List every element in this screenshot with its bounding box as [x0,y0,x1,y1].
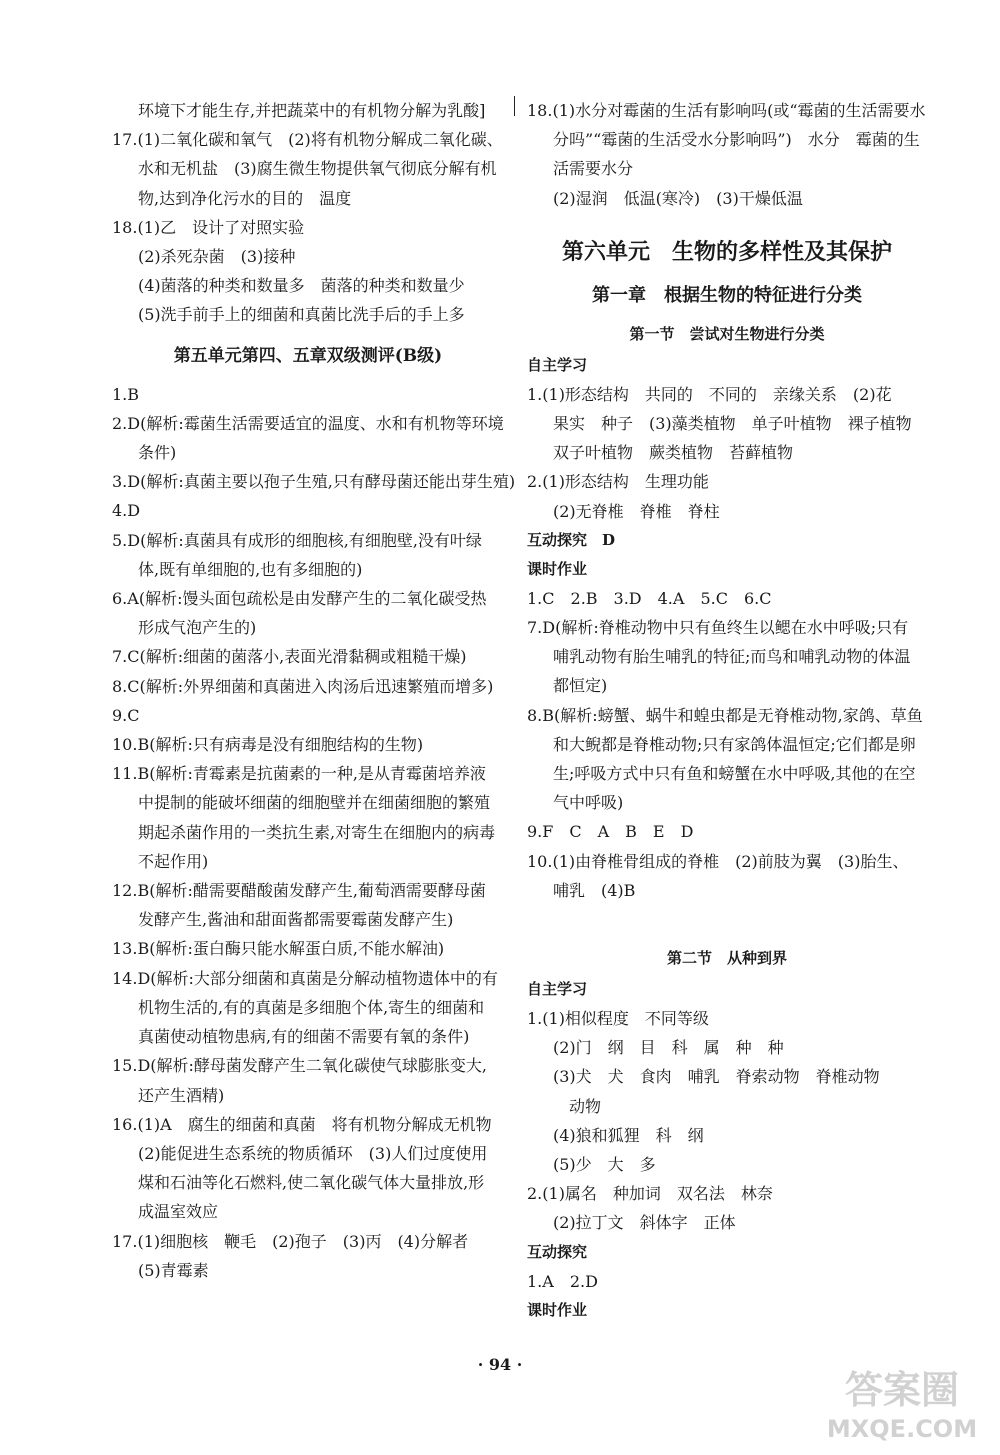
answer-line: 9.C [112,705,140,725]
answer-line: 16.(1)A 腐生的细菌和真菌 将有机物分解成无机物 [112,1114,492,1134]
answer-continuation: (3)犬 犬 食肉 哺乳 脊索动物 脊椎动物 [553,1067,880,1087]
answer-line: 8.C(解析:外界细菌和真菌进入肉汤后迅速繁殖而增多) [112,676,494,696]
answer-line: 2.(1)形态结构 生理功能 [527,472,709,492]
answer-line: 13.B(解析:蛋白酶只能水解蛋白质,不能水解油) [112,939,445,959]
answer-continuation: 和大鲵都是脊椎动物;只有家鸽体温恒定;它们都是卵 [553,734,916,754]
answer-continuation: (2)杀死杂菌 (3)接种 [138,247,296,267]
answer-line: 1.B [112,384,140,404]
answer-line: 10.B(解析:只有病毒是没有细胞结构的生物) [112,735,424,755]
answer-continuation: (2)湿润 低温(寒冷) (3)干燥低温 [553,188,803,208]
subsection-label: 互动探究 D [527,530,616,549]
answer-continuation: (2)能促进生态系统的物质循环 (3)人们过度使用 [138,1143,488,1163]
answer-line: 7.C(解析:细菌的菌落小,表面光滑黏稠或粗糙干燥) [112,647,467,667]
answer-line: 8.B(解析:螃蟹、蜗牛和蝗虫都是无脊椎动物,家鸽、草鱼 [527,705,923,725]
answer-continuation: 都恒定) [553,676,608,696]
section-heading: 第一节 尝试对生物进行分类 [629,324,825,343]
answer-line: 17.(1)细胞核 鞭毛 (2)孢子 (3)丙 (4)分解者 [112,1231,469,1251]
subsection-label: 自主学习 [527,355,588,374]
test-heading: 第五单元第四、五章双级测评(B级) [173,345,443,366]
answer-line: 1.(1)形态结构 共同的 不同的 亲缘关系 (2)花 [527,384,892,404]
answer-continuation: (5)洗手前手上的细菌和真菌比洗手后的手上多 [138,305,465,325]
answer-continuation: 形成气泡产生的) [138,618,257,638]
answer-continuation: (5)少 大 多 [553,1155,656,1175]
answer-line: 17.(1)二氧化碳和氧气 (2)将有机物分解成二氧化碳、 [112,130,503,150]
answer-line: 2.(1)属名 种加词 双名法 林奈 [527,1184,773,1204]
answer-continuation: 双子叶植物 蕨类植物 苔藓植物 [553,443,794,463]
answer-continuation: 机物生活的,有的真菌是多细胞个体,寄生的细菌和 [138,997,485,1017]
answer-line: 5.D(解析:真菌具有成形的细胞核,有细胞壁,没有叶绿 [112,530,482,550]
answer-continuation: 煤和石油等化石燃料,使二氧化碳气体大量排放,形 [138,1173,485,1193]
answer-line: 12.B(解析:醋需要醋酸菌发酵产生,葡萄酒需要酵母菌 [112,881,486,901]
unit-heading: 第六单元 生物的多样性及其保护 [561,238,892,265]
answer-continuation: 水和无机盐 (3)腐生微生物提供氧气彻底分解有机 [138,159,497,179]
answer-continuation: 活需要水分 [553,159,634,179]
answer-continuation: 成温室效应 [138,1202,219,1222]
answer-continuation: 哺乳 (4)B [553,880,636,900]
answer-continuation: 不起作用) [138,851,209,871]
answer-line: 7.D(解析:脊椎动物中只有鱼终生以鳃在水中呼吸;只有 [527,618,909,638]
answer-line: 10.(1)由脊椎骨组成的脊椎 (2)前肢为翼 (3)胎生、 [527,851,909,871]
answer-continuation: (4)菌落的种类和数量多 菌落的种类和数量少 [138,276,465,296]
answer-continuation: (5)青霉素 [138,1260,209,1280]
answer-line: 9.F C A B E D [527,822,694,842]
answer-line: 18.(1)水分对霉菌的生活有影响吗(或“霉菌的生活需要水 [527,101,926,120]
answer-line: 1.A 2.D [527,1271,598,1291]
subsection-label: 课时作业 [527,1300,588,1319]
watermark-logo [822,1359,982,1445]
left-column [112,96,516,1285]
answer-continuation: 分吗”“霉菌的生活受水分影响吗”) 水分 霉菌的生 [553,130,920,150]
answer-continuation: 哺乳动物有胎生哺乳的特征;而鸟和哺乳动物的体温 [553,647,911,667]
answer-continuation: (4)狼和狐狸 科 纲 [553,1125,704,1145]
answer-line: 14.D(解析:大部分细菌和真菌是分解动植物遗体中的有 [112,968,498,988]
page-number: · 94 · [477,1355,523,1374]
answer-line: 18.(1)乙 设计了对照实验 [112,217,305,237]
answer-continuation: 体,既有单细胞的,也有多细胞的) [138,559,363,579]
answer-line: 6.A(解析:馒头面包疏松是由发酵产生的二氧化碳受热 [112,589,487,609]
answer-continuation: 中提制的能破坏细菌的细胞壁并在细菌细胞的繁殖 [138,793,491,813]
answer-continuation: 物,达到净化污水的目的 温度 [138,188,352,208]
answer-line: 11.B(解析:青霉素是抗菌素的一种,是从青霉菌培养液 [112,764,486,784]
answer-line: 1.(1)相似程度 不同等级 [527,1009,709,1029]
answer-continuation: 果实 种子 (3)藻类植物 单子叶植物 裸子植物 [553,414,912,434]
watermark-url: MXQE.COM [826,1415,978,1443]
answer-line: 4.D [112,501,141,521]
answer-continuation: 真菌使动植物患病,有的细菌不需要有氧的条件) [138,1027,470,1047]
answer-line: 15.D(解析:酵母菌发酵产生二氧化碳使气球膨胀变大, [112,1056,487,1076]
answer-continuation: 环境下才能生存,并把蔬菜中的有机物分解为乳酸] [138,101,486,120]
answer-line: 1.C 2.B 3.D 4.A 5.C 6.C [527,588,772,608]
answer-continuation: (2)无脊椎 脊椎 脊柱 [553,501,720,521]
answer-continuation: 气中呼吸) [553,793,624,813]
answer-continuation: 条件) [138,443,177,463]
subsection-label: 课时作业 [527,559,588,578]
answer-continuation: 动物 [553,1096,602,1116]
column-divider [514,96,515,116]
answer-continuation: 发酵产生,酱油和甜面酱都需要霉菌发酵产生) [138,910,454,930]
subsection-label: 自主学习 [527,980,588,999]
right-column [527,96,927,1325]
answer-line: 2.D(解析:霉菌生活需要适宜的温度、水和有机物等环境 [112,413,504,433]
answer-continuation: (2)门 纲 目 科 属 种 种 [553,1038,784,1058]
answer-continuation: 生;呼吸方式中只有鱼和螃蟹在水中呼吸,其他的在空 [553,764,916,784]
answer-line: 3.D(解析:真菌主要以孢子生殖,只有酵母菌还能出芽生殖) [112,472,516,492]
answer-continuation: 期起杀菌作用的一类抗生素,对寄生在细胞内的病毒 [138,822,496,842]
section-heading: 第二节 从种到界 [666,949,787,968]
chapter-heading: 第一章 根据生物的特征进行分类 [592,284,862,306]
answer-continuation: (2)拉丁文 斜体字 正体 [553,1213,736,1233]
watermark-text: 答案圈 [844,1368,960,1412]
answer-continuation: 还产生酒精) [138,1085,225,1105]
subsection-label: 互动探究 [527,1242,588,1261]
